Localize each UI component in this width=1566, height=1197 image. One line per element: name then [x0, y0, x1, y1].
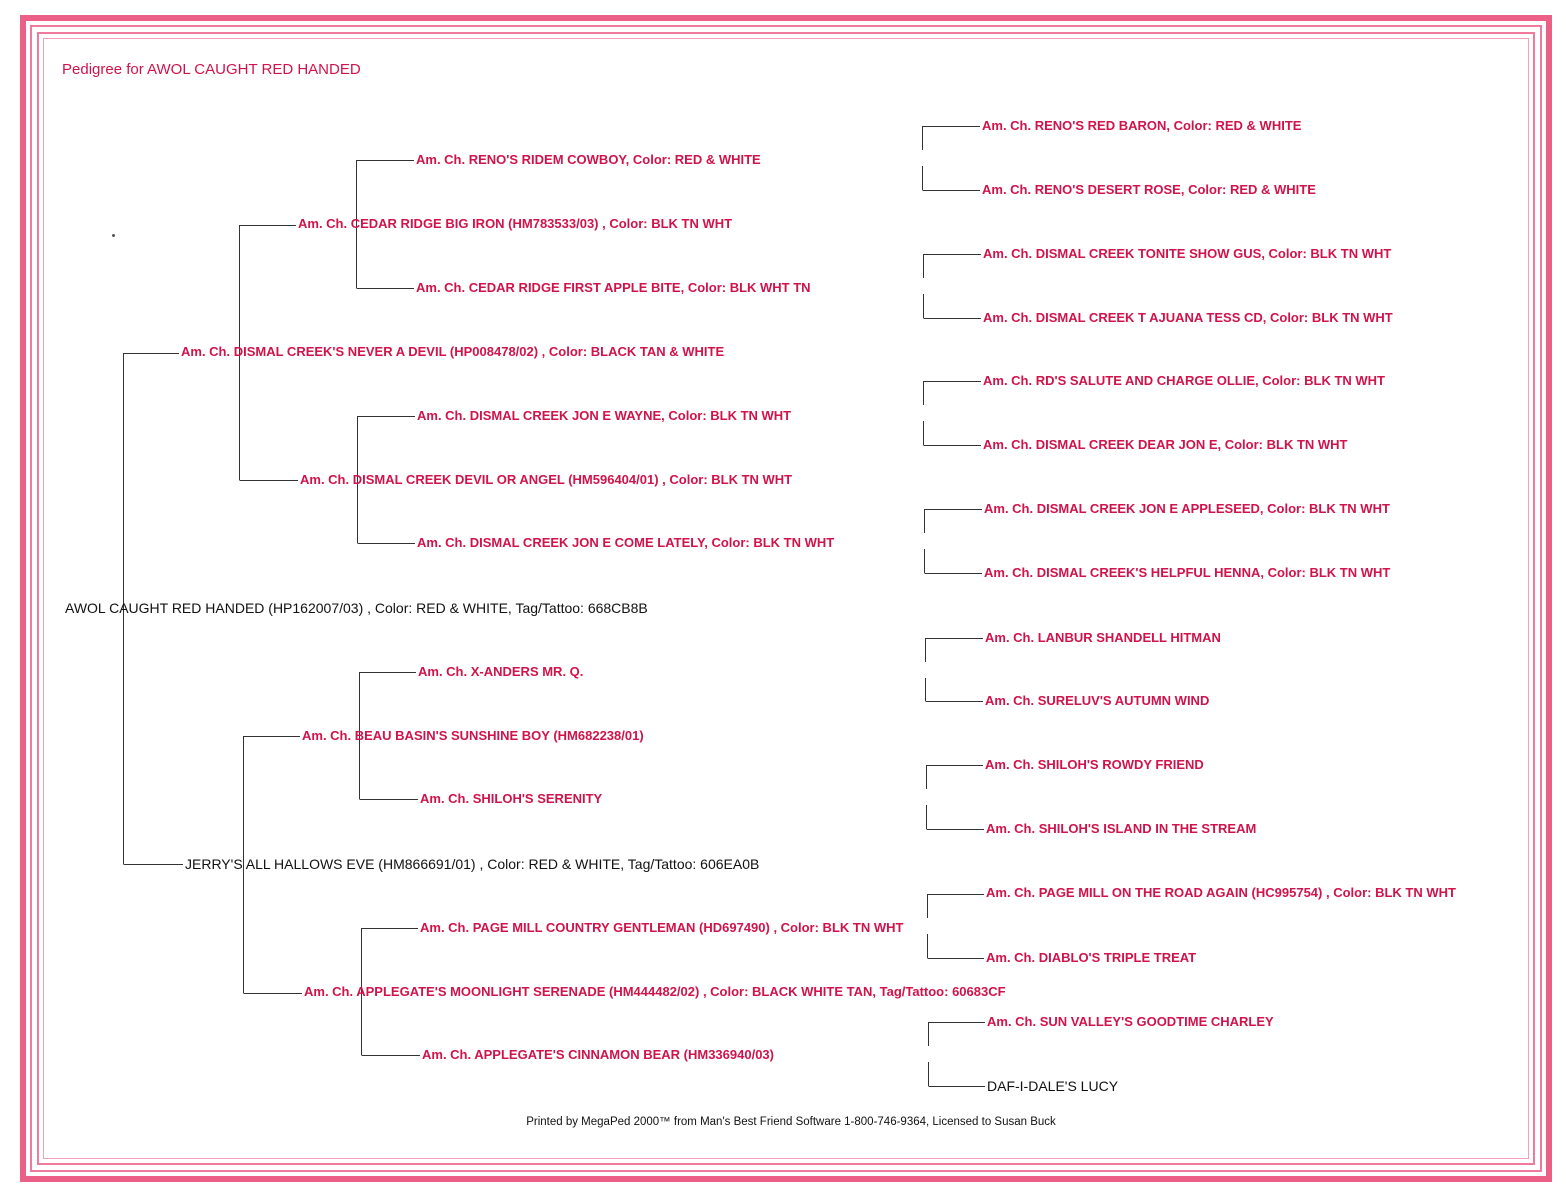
maternal-grandsire: Am. Ch. BEAU BASIN'S SUNSHINE BOY (HM682238/01) — [302, 728, 644, 743]
sire: Am. Ch. DISMAL CREEK'S NEVER A DEVIL (HP008478/02) , Color: BLACK TAN & WHITE — [181, 344, 725, 359]
footer — [0, 1116, 1566, 1128]
gg-grandparent-12: Am. Ch. SHILOH'S ISLAND IN THE STREAM — [986, 821, 1257, 836]
page-title: Pedigree for AWOL CAUGHT RED HANDED — [62, 61, 361, 78]
gg-grandparent-10: Am. Ch. SURELUV'S AUTUMN WIND — [985, 693, 1210, 708]
great-grandparent-6: Am. Ch. SHILOH'S SERENITY — [420, 791, 603, 806]
maternal-granddam: Am. Ch. APPLEGATE'S MOONLIGHT SERENADE (HM444482/02) , Color: BLACK WHITE TAN, Tag/Tattoo: 60683CF — [304, 984, 1006, 999]
footer-text: Printed by MegaPed 2000™ from Man's Best Friend Software 1-800-746-9364, Licensed to Susan Buck — [526, 1116, 1056, 1128]
gg-grandparent-6: Am. Ch. DISMAL CREEK DEAR JON E, Color: BLK TN WHT — [983, 437, 1348, 452]
gg-grandparent-14: Am. Ch. DIABLO'S TRIPLE TREAT — [986, 950, 1197, 965]
gg-grandparent-5: Am. Ch. RD'S SALUTE AND CHARGE OLLIE, Color: BLK TN WHT — [983, 373, 1385, 388]
great-grandparent-4: Am. Ch. DISMAL CREEK JON E COME LATELY, Color: BLK TN WHT — [417, 535, 835, 550]
great-grandparent-3: Am. Ch. DISMAL CREEK JON E WAYNE, Color: BLK TN WHT — [417, 408, 792, 423]
great-grandparent-5: Am. Ch. X-ANDERS MR. Q. — [418, 664, 584, 679]
great-grandparent-7: Am. Ch. PAGE MILL COUNTRY GENTLEMAN (HD697490) , Color: BLK TN WHT — [420, 920, 904, 935]
paternal-grandsire: Am. Ch. CEDAR RIDGE BIG IRON (HM783533/03) , Color: BLK TN WHT — [298, 216, 733, 231]
gg-grandparent-7: Am. Ch. DISMAL CREEK JON E APPLESEED, Color: BLK TN WHT — [984, 501, 1390, 516]
great-grandparent-1: Am. Ch. RENO'S RIDEM COWBOY, Color: RED & WHITE — [416, 152, 761, 167]
gg-grandparent-1: Am. Ch. RENO'S RED BARON, Color: RED & WHITE — [982, 118, 1302, 133]
great-grandparent-2: Am. Ch. CEDAR RIDGE FIRST APPLE BITE, Color: BLK WHT TN — [416, 280, 811, 295]
great-grandparent-8: Am. Ch. APPLEGATE'S CINNAMON BEAR (HM336940/03) — [422, 1047, 774, 1062]
gg-grandparent-15: Am. Ch. SUN VALLEY'S GOODTIME CHARLEY — [987, 1014, 1274, 1029]
gg-grandparent-16: DAF-I-DALE'S LUCY — [987, 1078, 1119, 1094]
subject-dog: AWOL CAUGHT RED HANDED (HP162007/03) , Color: RED & WHITE, Tag/Tattoo: 668CB8B — [65, 600, 648, 616]
gg-grandparent-8: Am. Ch. DISMAL CREEK'S HELPFUL HENNA, Color: BLK TN WHT — [984, 565, 1391, 580]
gg-grandparent-11: Am. Ch. SHILOH'S ROWDY FRIEND — [985, 757, 1204, 772]
gg-grandparent-13: Am. Ch. PAGE MILL ON THE ROAD AGAIN (HC995754) , Color: BLK TN WHT — [986, 885, 1456, 900]
gg-grandparent-3: Am. Ch. DISMAL CREEK TONITE SHOW GUS, Color: BLK TN WHT — [983, 246, 1392, 261]
gg-grandparent-9: Am. Ch. LANBUR SHANDELL HITMAN — [985, 630, 1221, 645]
dam: JERRY'S ALL HALLOWS EVE (HM866691/01) , Color: RED & WHITE, Tag/Tattoo: 606EA0B — [185, 856, 760, 872]
gg-grandparent-4: Am. Ch. DISMAL CREEK T AJUANA TESS CD, Color: BLK TN WHT — [983, 310, 1393, 325]
gg-grandparent-2: Am. Ch. RENO'S DESERT ROSE, Color: RED & WHITE — [982, 182, 1316, 197]
paternal-granddam: Am. Ch. DISMAL CREEK DEVIL OR ANGEL (HM596404/01) , Color: BLK TN WHT — [300, 472, 793, 487]
